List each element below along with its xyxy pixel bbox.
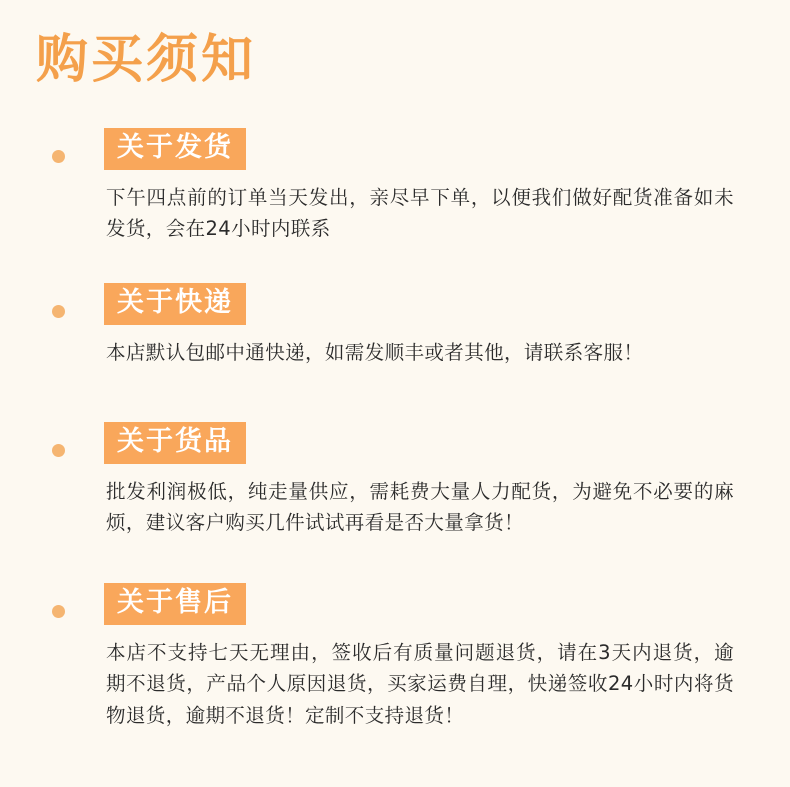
section-goods [0, 422, 790, 539]
bullet-icon [52, 305, 65, 318]
section-text-goods: 批发利润极低，纯走量供应，需耗费大量人力配货，为避免不必要的麻烦，建议客户购买几件试试再看是否大量拿货！ [106, 479, 734, 535]
section-tag-express: 关于快递 [104, 283, 246, 325]
section-tag-shipping: 关于发货 [104, 128, 246, 170]
bullet-icon [52, 605, 65, 618]
bullet-icon [52, 444, 65, 457]
sections-list [0, 128, 790, 731]
section-express [0, 283, 790, 368]
section-aftersales [0, 583, 790, 731]
section-text-shipping: 下午四点前的订单当天发出，亲尽早下单，以便我们做好配货准备如未发货，会在24小时内联系 [106, 185, 734, 241]
section-shipping [0, 128, 790, 245]
section-text-aftersales: 本店不支持七天无理由，签收后有质量问题退货，请在3天内退货，逾期不退货，产品个人原因退货，买家运费自理，快递签收24小时内将货物退货，逾期不退货！定制不支持退货！ [106, 640, 734, 727]
section-tag-goods: 关于货品 [104, 422, 246, 464]
section-tag-aftersales: 关于售后 [104, 583, 246, 625]
page-title: 购买须知 [36, 30, 257, 90]
bullet-icon [52, 150, 65, 163]
section-text-express: 本店默认包邮中通快递，如需发顺丰或者其他，请联系客服！ [106, 340, 644, 364]
